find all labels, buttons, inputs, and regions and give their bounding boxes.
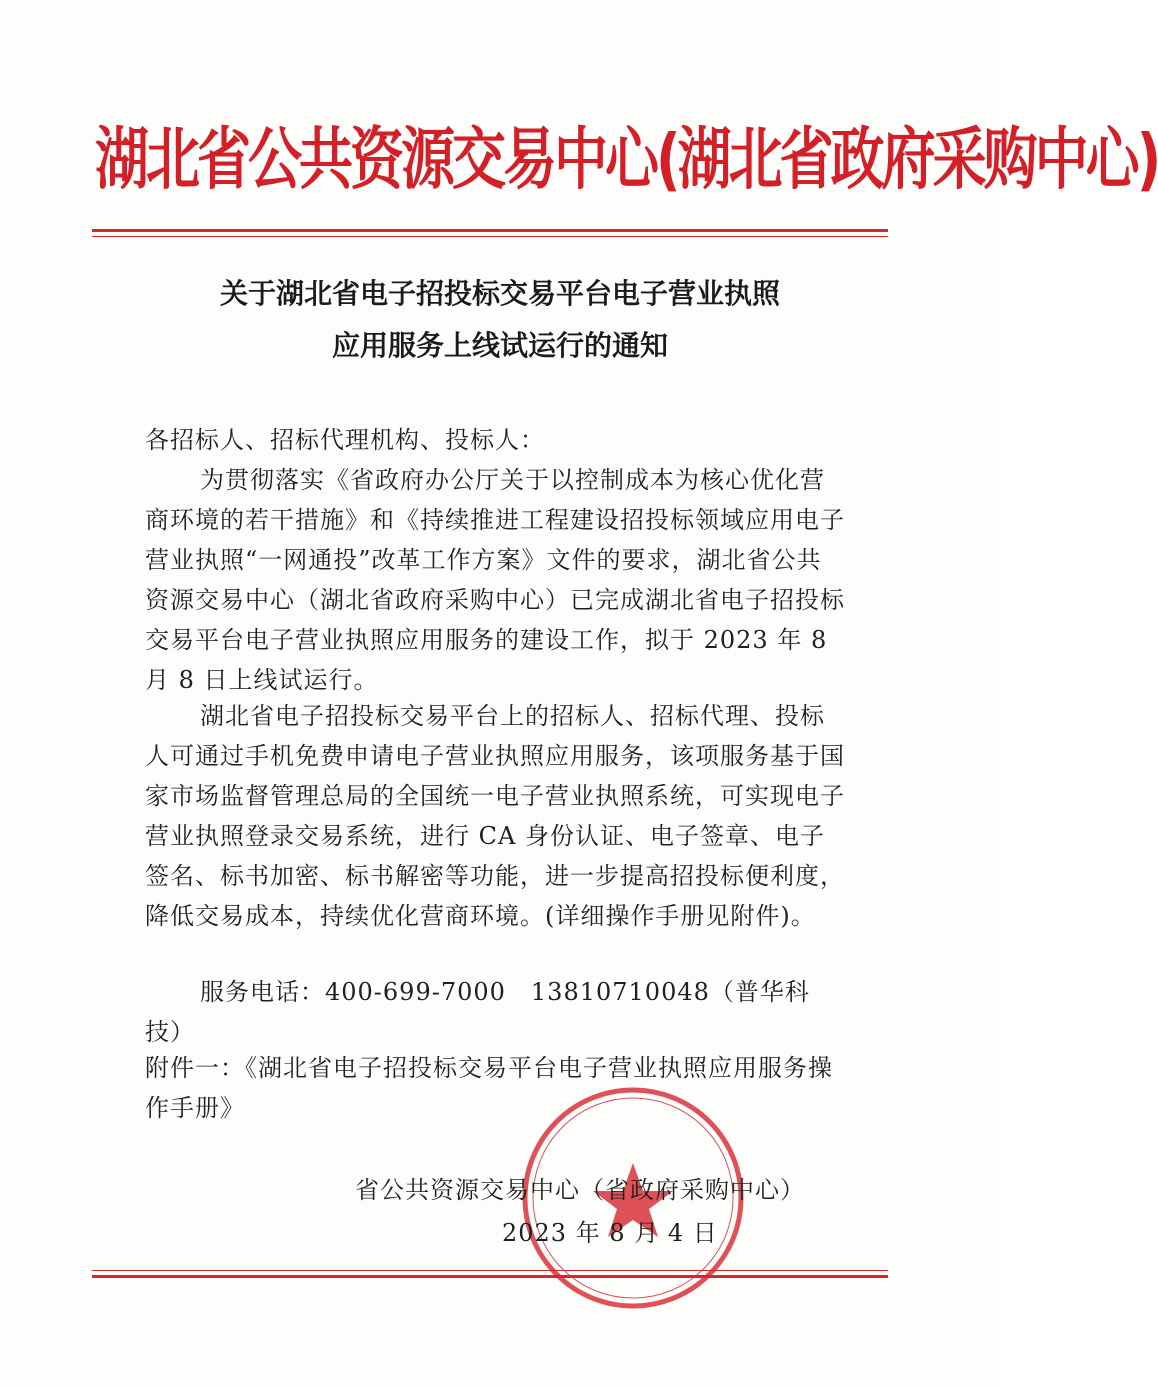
salutation: 各招标人、招标代理机构、投标人： (145, 426, 545, 454)
body-paragraph-1: 为贯彻落实《省政府办公厅关于以控制成本为核心优化营商环境的若干措施》和《持续推进工程建设招投标领域应用电子营业执照“一网通投”改革工作方案》文件的要求，湖北省公共资源交易中心（湖北省政府采购中心）已完成湖北省电子招投标交易平台电子营业执照应用服务的建设工作，拟于 2023 年 8 月 8 日上线试运行。 (145, 466, 845, 694)
letterhead-rule-thick (92, 229, 888, 232)
notice-title-line2: 应用服务上线试运行的通知 (331, 329, 668, 362)
issue-date: 2023 年 8 月 4 日 (502, 1219, 718, 1247)
issuer-name: 省公共资源交易中心（省政府采购中心） (355, 1176, 805, 1204)
letterhead-rule-thin (92, 236, 888, 237)
footer-rule-thick (92, 1275, 888, 1278)
letterhead-org-name: 湖北省公共资源交易中心(湖北省政府采购中心) (95, 120, 1158, 199)
notice-title-line1: 关于湖北省电子招投标交易平台电子营业执照 (219, 277, 780, 310)
footer-rule-thin (92, 1270, 888, 1271)
attachment-note: 附件一：《湖北省电子招投标交易平台电子营业执照应用服务操作手册》 (145, 1054, 833, 1122)
body-paragraph-2: 湖北省电子招投标交易平台上的招标人、招标代理、投标人可通过手机免费申请电子营业执照应用服务，该项服务基于国家市场监督管理总局的全国统一电子营业执照系统，可实现电子营业执照登录交易系统，进行 CA 身份认证、电子签章、电子签名、标书加密、标书解密等功能，进一步提高招投标便利度，降低交易成本，持续优化营商环境。(详细操作手册见附件)。 (145, 702, 845, 930)
service-phone: 服务电话：400-699-7000 13810710048（普华科技） (145, 978, 810, 1046)
